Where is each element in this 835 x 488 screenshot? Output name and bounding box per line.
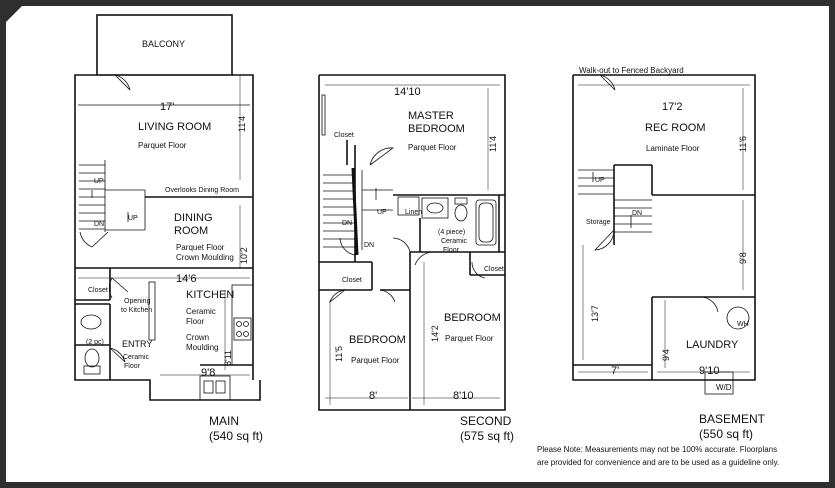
second-stair-dn-2: DN <box>364 242 375 249</box>
basement-rec-floor: Laminate Floor <box>646 144 700 153</box>
basement-rec-name: REC ROOM <box>645 122 706 134</box>
main-dining-floor-1: Parquet Floor <box>176 243 225 252</box>
second-closet-right: Closet <box>484 266 504 273</box>
second-floor-area: (575 sq ft) <box>460 429 515 443</box>
second-master-door <box>370 148 393 165</box>
main-stove <box>234 318 251 340</box>
basement-rec-depth: 11'6 <box>738 135 748 152</box>
main-dining-width: 14'6 <box>176 273 197 285</box>
main-dining-name-1: DINING <box>174 212 213 224</box>
basement-depth-right: 9'8 <box>738 252 748 264</box>
basement-laundry-depth: 9'4 <box>661 349 671 361</box>
second-stair-up: UP <box>377 209 387 216</box>
main-kitchen-name: KITCHEN <box>186 289 235 301</box>
second-closet-door-left <box>330 290 345 302</box>
main-kitchen-floor-2: Floor <box>186 317 205 326</box>
disclaimer-line-2: are provided for convenience and are to be used as a guideline only. <box>537 458 780 467</box>
main-toilet <box>85 349 99 367</box>
second-bedroom-right-name: BEDROOM <box>444 312 501 324</box>
main-living-room-name: LIVING ROOM <box>138 121 212 133</box>
basement-wd-label: W/D <box>716 383 732 392</box>
main-entry-floor-1: Ceramic <box>123 354 150 361</box>
second-bath-line-2: Ceramic <box>441 238 468 245</box>
second-bedroom-left-width: 8' <box>369 390 378 402</box>
main-kitchen-floor-1: Ceramic <box>186 307 216 316</box>
main-overlooks-label: Overlooks Dining Room <box>165 187 239 194</box>
main-balcony-label: BALCONY <box>142 39 186 49</box>
main-closet-door <box>109 278 128 298</box>
basement-walls <box>573 75 755 380</box>
main-kitchen-counter-right <box>232 285 253 365</box>
second-door-arc <box>340 238 355 255</box>
basement-floor-area: (550 sq ft) <box>699 427 754 441</box>
basement-stair-up: UP <box>595 177 605 184</box>
basement-width-bottom: 7' <box>611 365 620 377</box>
second-bath-line-3: Floor <box>443 247 459 254</box>
main-opening-1: Opening <box>124 298 151 305</box>
second-master-name-1: MASTER <box>408 110 454 122</box>
second-master-name-2: BEDROOM <box>408 123 465 135</box>
main-floor-title: MAIN <box>209 414 239 428</box>
main-entry-name: ENTRY <box>122 339 153 349</box>
main-dining-depth: 10'2 <box>239 247 249 264</box>
main-kitchen-width: 9'8 <box>201 367 216 379</box>
second-master-floor: Parquet Floor <box>408 143 457 152</box>
main-kitchen-depth: 8'11 <box>223 349 233 366</box>
second-hall-door <box>393 238 410 252</box>
second-bedroom-right-floor: Parquet Floor <box>445 334 494 343</box>
second-floor-title: SECOND <box>460 414 512 428</box>
second-bedroom-left-depth: 11'5 <box>334 345 344 362</box>
basement-laundry-door <box>700 297 718 312</box>
basement-laundry-width: 9'10 <box>699 365 720 377</box>
second-closet-left: Closet <box>342 277 362 284</box>
second-stair-dn-1: DN <box>342 220 353 227</box>
basement-wh-label: WH <box>737 321 749 328</box>
basement-walkout-label: Walk-out to Fenced Backyard <box>579 66 684 75</box>
disclaimer-line-1: Please Note: Measurements may not be 100% accurate. Floorplans <box>537 445 778 454</box>
second-bath-vanity <box>422 198 448 218</box>
basement-storage-label: Storage <box>586 219 611 226</box>
main-bath-sink <box>81 315 101 329</box>
basement-storage-door <box>595 230 614 250</box>
main-floor-area: (540 sq ft) <box>209 429 264 443</box>
main-stair-up-2: UP <box>128 215 138 222</box>
main-entry-floor-2: Floor <box>124 363 140 370</box>
main-living-room-floor: Parquet Floor <box>138 141 187 150</box>
main-door-arc <box>80 232 108 247</box>
basement-stair-dn: DN <box>632 210 643 217</box>
corner-fold-icon <box>0 0 30 30</box>
second-bath-line-1: (4 piece) <box>438 229 466 236</box>
basement-walkout-door <box>600 75 615 90</box>
main-dining-floor-2: Crown Moulding <box>176 253 234 262</box>
main-opening-2: to Kitchen <box>121 307 153 314</box>
second-bedroom-right-depth: 14'2 <box>430 325 440 342</box>
main-sink <box>200 376 230 400</box>
second-bedroom-right-width: 8'10 <box>453 390 474 402</box>
main-stair-dn: DN <box>94 221 105 228</box>
main-dining-name-2: ROOM <box>174 225 209 237</box>
basement-floor-title: BASEMENT <box>699 412 766 426</box>
floorplan-drawing <box>6 6 829 482</box>
second-master-depth: 11'4 <box>488 135 498 152</box>
main-bath-label: (2 pc) <box>86 339 104 346</box>
main-kitchen-moulding-2: Moulding <box>186 343 219 352</box>
basement-depth-left: 13'7 <box>590 305 600 322</box>
main-living-width: 17' <box>160 101 175 113</box>
basement-laundry-name: LAUNDRY <box>686 339 739 351</box>
second-toilet <box>455 205 467 221</box>
main-balcony-door <box>115 75 130 90</box>
second-closet-master: Closet <box>334 132 354 139</box>
main-living-depth: 11'4 <box>237 115 247 132</box>
second-linen-label: Linen <box>405 209 423 216</box>
main-stair-up-1: UP <box>94 178 104 185</box>
main-closet-label: Closet <box>88 287 108 294</box>
floorplan-sheet <box>6 6 829 482</box>
basement-outer-wall <box>573 75 755 380</box>
basement-rec-width: 17'2 <box>662 101 683 113</box>
second-master-width: 14'10 <box>394 86 421 98</box>
main-kitchen-moulding-1: Crown <box>186 333 210 342</box>
second-bedroom-left-floor: Parquet Floor <box>351 356 400 365</box>
second-bedroom-left-name: BEDROOM <box>349 334 406 346</box>
